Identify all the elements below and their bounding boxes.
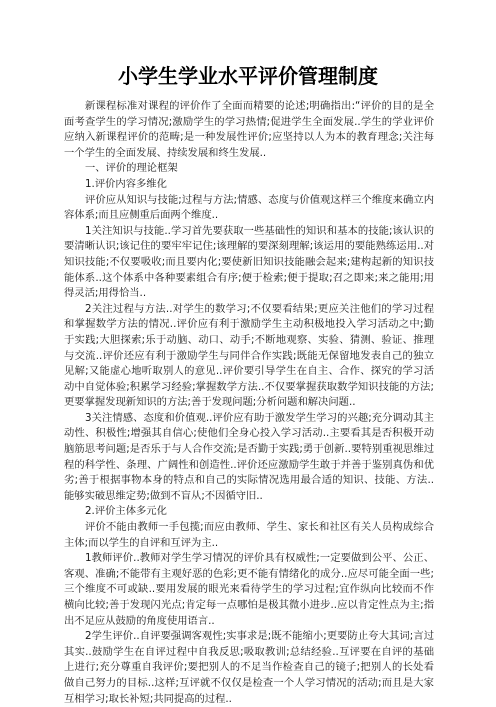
paragraph-teacher-evaluation: 1教师评价..教师对学生学习情况的评价具有权威性;一定要做到公平、公正、客观、准确;不能带有主观好恶的色彩;更不能有情绪化的成分..应尽可能全面一些;三个维度不可或缺..要用发展的眼光来看待学生的学习过程;宜作纵向比较而不作横向比较;善于发现闪光点;肯定每一点哪怕是极其微小进步..应以肯定性点为主;指出不足应从鼓励的角度使用语言..: [64, 552, 434, 627]
section-heading-framework: 一、评价的理论框架: [85, 162, 178, 175]
subheading-content: 1.评价内容多维化: [85, 177, 167, 190]
paragraph-emotion-attitude: 3关注情感、态度和价值观..评价应有助于激发学生学习的兴趣;充分调动其主动性、积极性;增强其自信心;使他们全身心投入学习活动..主要看其是否积极开动脑筋思考问题;是否乐于与人合作交流;是否勤于实践;勇于创新..要特别重视思维过程的科学性、条理、广阔性和创造性..评价还应激励学生敢于并善于鉴别真伪和优劣;善于根据事物本身的特点和自己的实际情况选用最合适的知识、技能、方法..能够实破思维定势;做到不盲从;不因循守旧..: [64, 411, 434, 502]
paragraph-subjects: 评价不能由教师一手包揽;而应由教师、学生、家长和社区有关人员构成综合主体;而以学生的自评和互评为主..: [64, 521, 434, 549]
paragraph-content-dimensions: 评价应从知识与技能;过程与方法;情感、态度与价值观这样三个维度来确立内容体系;而且应侧重后面两个维度..: [64, 193, 434, 222]
paragraph-knowledge-skills: 1关注知识与技能..学习首先要获取一些基础性的知识和基本的技能;该认识的要清晰认识;该记住的要牢牢记住;该理解的要深刻理解;该运用的要能熟练运用..对知识技能;不仅要吸收;而且要内化;要使新旧知识技能融会起来;建构起新的知识技能体系..这个体系中各种要素组合有序;便于检索;便于提取;召之即来;来之能用;用得灵活;用得恰当..: [64, 224, 434, 300]
paragraph-process-methods: 2关注过程与方法..对学生的数学习;不仅要看结果;更应关注他们的学习过程和掌握数学方法的情况..评价应有利于激励学生主动积极地投入学习活动之中;勤于实践;大胆探索;乐于动脑、动口、动手;不断地观察、实验、猜测、验证、推理与交流..评价还应有利于激励学生与同伴合作实践;既能无保留地发表自己的独立见解;又能虚心地听取别人的意见..评价要引导学生在自主、合作、探究的学习活动中自觉体验;积累学习经验;掌握数学方法..不仅要掌握获取数学知识技能的方法;更要掌握发现新知识的方法;善于发现问题;分析问题和解决问题..: [64, 302, 434, 409]
paragraph-student-evaluation: 2学生评价..自评要强调客观性;实事求是;既不能缩小;更要防止夸大其词;言过其实..鼓励学生在自评过程中自我反思;吸取教训;总结经验..互评要在自评的基础上进行;充分尊重自我评价;要把别人的不足当作检查自己的镜子;把别人的长处看做自己努力的目标..这样;互评就不仅仅是检查一个人学习情况的活动;而且是大家互相学习;取长补短;共同提高的过程..: [64, 630, 434, 705]
paragraph-intro: 新课程标准对课程的评价作了全面而精要的论述;明确指出:“评价的目的是全面考查学生的学习情况;激励学生的学习热情;促进学生全面发展..学生的学业评价应纳入新课程评价的范畴;是一种发展性评价;应坚持以人为本的教育理念;关注每一个学生的全面发展、持续发展和终生发展..: [64, 100, 434, 159]
document-body: [64, 99, 434, 707]
subheading-subjects: 2.评价主体多元化: [85, 505, 167, 518]
document-title: 小学生学业水平评价管理制度: [118, 64, 378, 88]
